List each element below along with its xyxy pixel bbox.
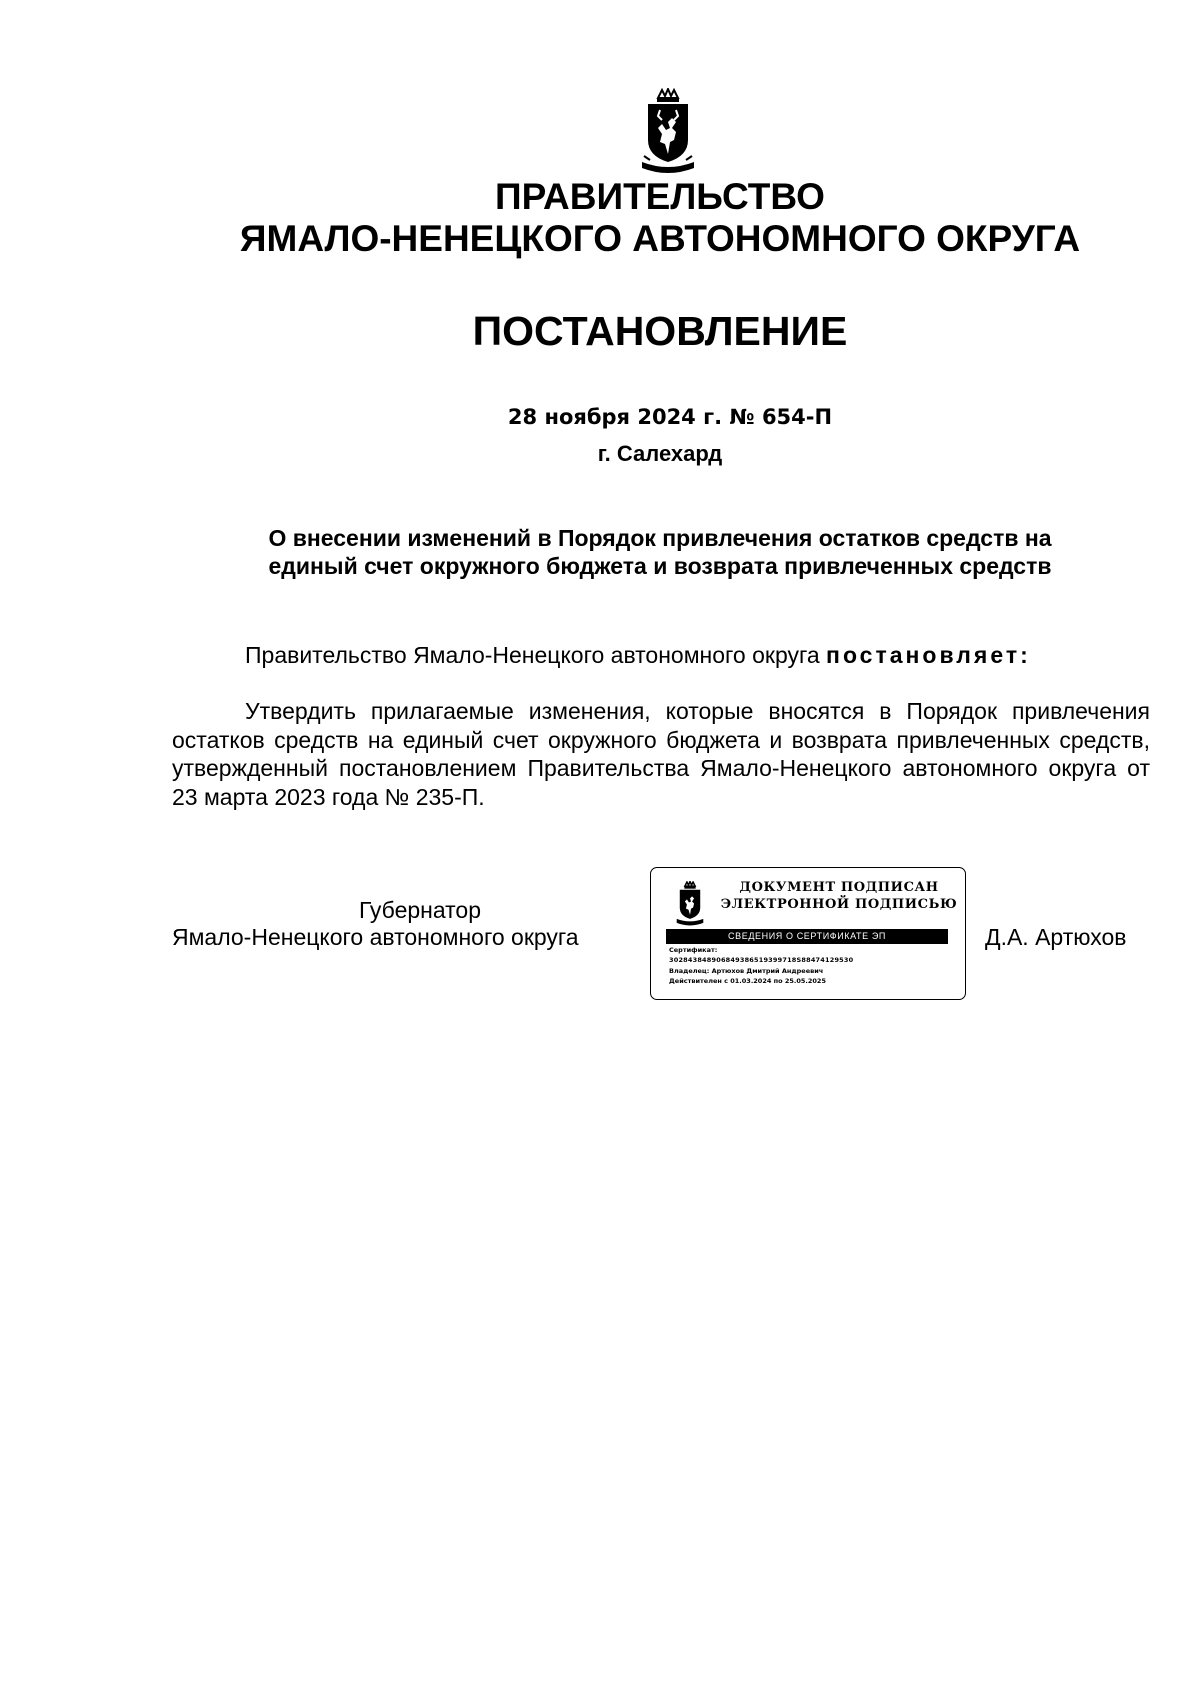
coat-of-arms-icon — [673, 881, 707, 927]
stamp-title-line2: ЭЛЕКТРОННОЙ ПОДПИСЬЮ — [720, 897, 958, 912]
org-name-line1: ПРАВИТЕЛЬСТВО — [495, 176, 825, 217]
decree-preamble-text: Правительство Ямало-Ненецкого автономного округа — [245, 642, 827, 668]
subject-line2: единый счет окружного бюджета и возврата привлеченных средств — [268, 553, 1052, 579]
document-type-title: ПОСТАНОВЛЕНИЕ — [472, 308, 848, 354]
stamp-title-line1: ДОКУМЕНТ ПОДПИСАН — [739, 880, 939, 895]
decree-verb: постановляет: — [826, 642, 1031, 668]
document-city: г. Салехард — [597, 441, 723, 466]
electronic-signature-stamp — [650, 867, 966, 1000]
stamp-certificate-label: Сертификат: — [669, 946, 718, 954]
org-name-line2: ЯМАЛО-НЕНЕЦКОГО АВТОНОМНОГО ОКРУГА — [239, 218, 1081, 259]
coat-of-arms-icon — [636, 88, 700, 178]
subject-line1: О внесении изменений в Порядок привлечения остатков средств на — [268, 525, 1052, 551]
decree-preamble — [245, 640, 1031, 670]
body-paragraph: Утвердить прилагаемые изменения, которые вносятся в Порядок привлечения остатков средств на единый счет окружного бюджета и возврата привлеченных средств, утвержденный постановлением Правительства Ямало-Ненецкого автономного округа от 23 марта 2023 года № 235-П. — [172, 698, 1150, 810]
signatory-org: Ямало-Ненецкого автономного округа — [172, 924, 579, 950]
stamp-certificate-bar: СВЕДЕНИЯ О СЕРТИФИКАТЕ ЭП — [666, 929, 948, 944]
document-date-number: 28 ноября 2024 г. № 654-П — [507, 405, 833, 429]
stamp-validity: Действителен с 01.03.2024 по 25.05.2025 — [669, 977, 826, 985]
signatory-title: Губернатор — [358, 897, 482, 923]
signatory-name: Д.А. Артюхов — [985, 924, 1127, 950]
stamp-certificate-number: 302843848906849386519399718S88474129530 — [669, 956, 854, 964]
stamp-owner: Владелец: Артюхов Дмитрий Андреевич — [669, 967, 824, 975]
